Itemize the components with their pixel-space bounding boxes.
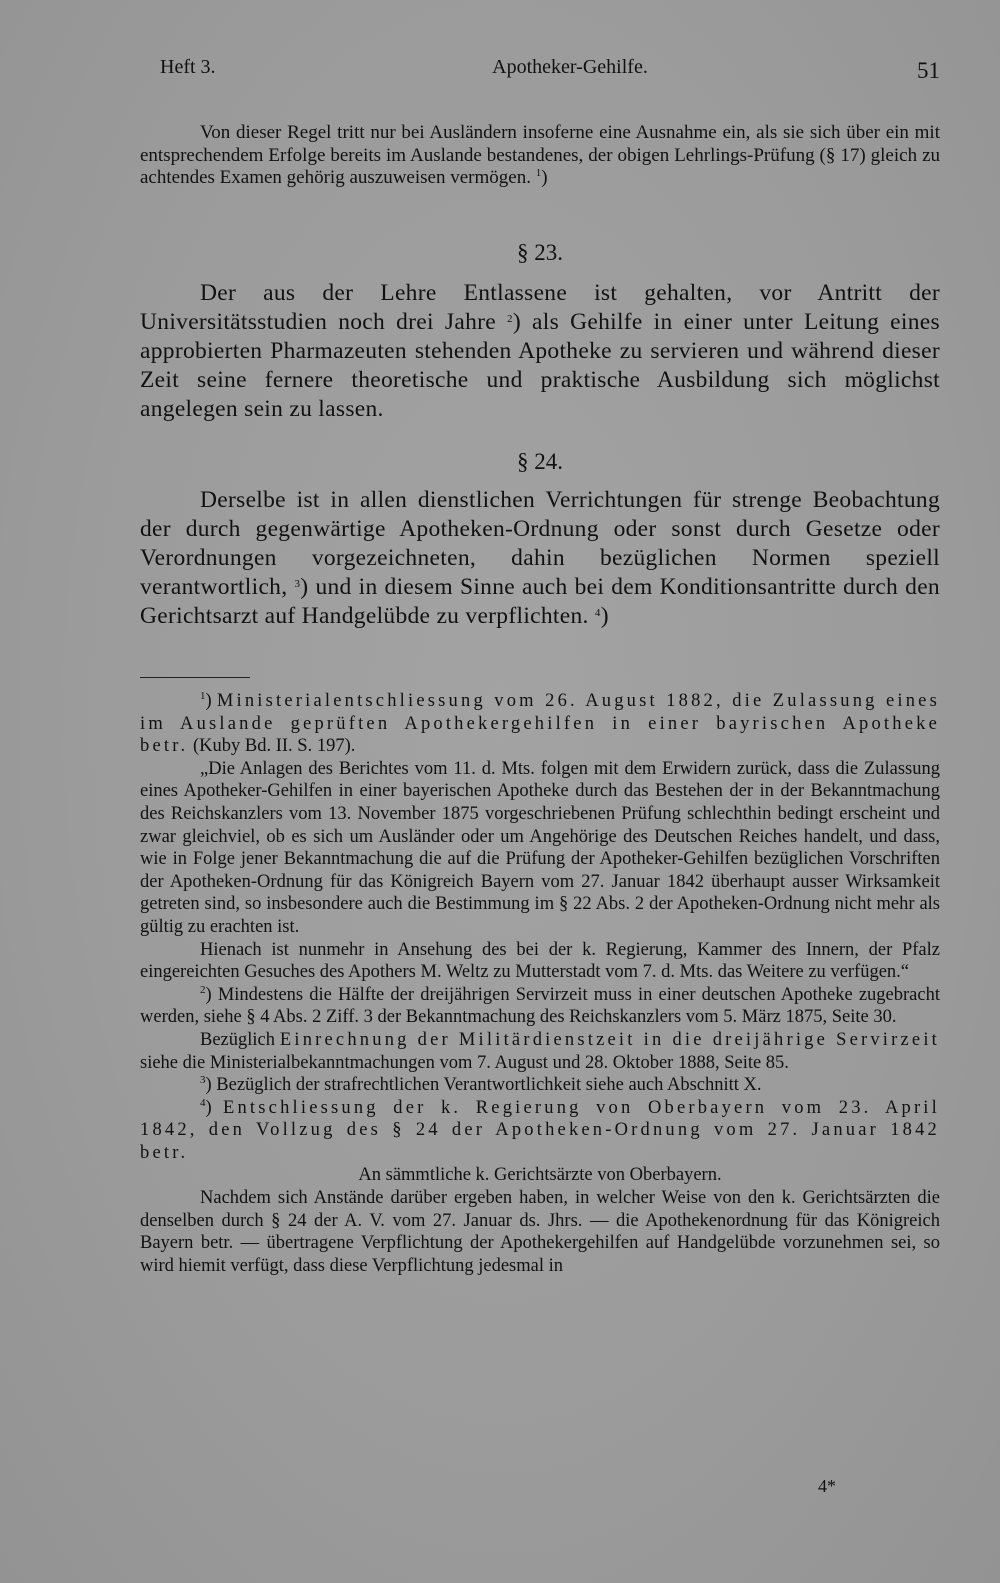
footnote-1-title: Ministerialentschliessung vom 26. August 1882, die Zulassung eines im Auslande geprüften Apothekergehilfen in einer bayrischen Apotheke betr. [140,691,940,757]
footnotes [140,690,940,1277]
issue-label: Heft 3. [160,56,216,78]
intro-paragraph: Von dieser Regel tritt nur bei Ausländern insoferne eine Ausnahme ein, als sie sich über ein mit entsprechendem Erfolge bereits im Auslande bestandenes, der obigen Lehrlings-Prüfung (§ 17) gleich zu achtendes Examen gehörig auszuweisen vermögen. $^1$) [140,122,940,188]
footnote-1-quote: „Die Anlagen des Berichtes vom 11. d. Mts. folgen mit dem Erwidern zurück, dass die Zulassung eines Apotheker-Gehilfen in einer bayerischen Apotheke durch das Bestehen der in der Bekanntmachung des Reichskanzlers vom 13. November 1875 vorgeschriebenen Prüfung schlechthin bedingt erscheint und zwar gleichviel, ob es sich um Ausländer oder um Angehörige des Deutschen Reiches handelt, und dass, wie in Folge jener Bekanntmachung die auf die Prüfung der Apotheker-Gehilfen bezüglichen Vorschriften der Apotheken-Ordnung für das Königreich Bayern vom 27. Januar 1842 überhaupt ausser Wirksamkeit getreten sind, so insbesondere auch die Bestimmung im § 22 Abs. 2 der Apotheken-Ordnung nicht mehr als gültig zu erachten ist. [140,758,940,937]
section-24-text-a: Derselbe ist in allen dienstlichen Verrichtungen für strenge Beobachtung der durch gegenwärtige Apotheken-Ordnung oder sonst durch Gesetze oder Verordnungen vorgezeichneten, dahin bezüglichen Normen speziell verantwortlich, [140,487,940,600]
footnote-ref-3: 3 [294,578,301,590]
footnote-3-mark: 3 [200,1074,206,1087]
footnote-2b-lead: Bezüglich [200,1029,276,1050]
section-23-block [140,279,940,424]
running-title: Apotheker-Gehilfe. [492,56,648,78]
intro-text: Von dieser Regel tritt nur bei Ausländern insoferne eine Ausnahme ein, als sie sich über ein mit entsprechendem Erfolge bereits im Auslande bestandenes, der obigen Lehrlings-Prüfung (§ 17) gleich zu achtendes Examen gehörig auszuweisen vermögen. [140,122,940,188]
footnote-2b-spaced: Einrechnung der Militärdienstzeit in die dreijährige Servirzeit [279,1029,940,1050]
footnote-2: $^2$) Mindestens die Hälfte der dreijährigen Servirzeit muss in einer deutschen Apotheke zugebracht werden, siehe § 4 Abs. 2 Ziff. 3 der Bekanntmachung des Reichskanzlers vom 5. März 1875, Seite 30. [140,983,940,1028]
footnote-2b [140,1029,940,1074]
footnote-2-text: Mindestens die Hälfte der dreijährigen Servirzeit muss in einer deutschen Apotheke zugebracht werden, siehe § 4 Abs. 2 Ziff. 3 der Bekanntmachung des Reichskanzlers vom 5. März 1875, Seite 30. [140,984,940,1028]
section-23-text-b: als Gehilfe in einer unter Leitung eines approbierten Pharmazeuten stehenden Apotheke zu servieren und während dieser Zeit seine fernere theoretische und praktische Ausbildung sich möglichst angelegen sein zu lassen. [140,309,940,422]
footnote-4-addressee: An sämmtliche k. Gerichtsärzte von Oberbayern. [358,1165,722,1186]
footnote-ref-2: 2 [507,313,513,325]
footnote-1-heading: $^1$) Ministerialentschliessung vom 26. August 1882, die Zulassung eines im Auslande geprüften Apothekergehilfen in einer bayrischen Apotheke betr. (Kuby Bd. II. S. 197). [140,690,940,757]
section-23-text-a: Der aus der Lehre Entlassene ist gehalten, vor Antritt der Universitätsstudien noch drei Jahre [140,280,940,335]
footnote-1-reference: (Kuby Bd. II. S. 197). [193,736,356,757]
section-23-title: § 23. [517,240,563,265]
footnote-3-text: Bezüglich der strafrechtlichen Verantwortlichkeit siehe auch Abschnitt X. [216,1075,762,1096]
footnote-4-title: Entschliessung der k. Regierung von Oberbayern vom 23. April 1842, den Vollzug des § 24 der Apotheken-Ordnung vom 27. Januar 1842 betr. [140,1097,940,1163]
footnote-separator [140,677,250,678]
footnote-2b-rest: siehe die Ministerialbekanntmachungen vom 7. August und 28. Oktober 1888, Seite 85. [140,1052,789,1073]
intro-block [140,122,940,190]
footnote-ref-1: 1 [535,167,542,179]
page-number: 51 [917,58,940,83]
footnote-1-hienach: Hienach ist nunmehr in Ansehung des bei der k. Regierung, Kammer des Innern, der Pfalz eingereichten Gesuches des Apothers M. Weltz zu Mutterstadt vom 7. d. Mts. das Weitere zu verfügen.“ [140,939,940,983]
footnote-4-mark: 4 [200,1096,206,1109]
section-24-paragraph: Derselbe ist in allen dienstlichen Verrichtungen für strenge Beobachtung der durch gegenwärtige Apotheken-Ordnung oder sonst durch Gesetze oder Verordnungen vorgezeichneten, dahin bezüglichen Normen speziell verantwortlich, $^3$) und in diesem Sinne auch bei dem Konditionsantritte durch den Gerichtsarzt auf Handgelübde zu verpflichten. $^4$) [140,487,940,629]
section-24-text-b: und in diesem Sinne auch bei dem Konditionsantritte durch den Gerichtsarzt auf Handgelübde zu verpflichten. [140,574,940,629]
footnote-2-mark: 2 [200,983,206,996]
footnote-ref-4: 4 [594,607,601,619]
section-24-block [140,486,940,631]
footnote-4-text: Nachdem sich Anstände darüber ergeben haben, in welcher Weise von den k. Gerichtsärzten die denselben durch § 24 der A. V. vom 27. Januar ds. Jhrs. — die Apothekenordnung für das Königreich Bayern betr. — übertragene Verpflichtung der Apothekergehilfen auf Handgelübde vorzunehmen sei, so wird hiemit verfügt, dass diese Verpflichtung jedesmal in [140,1188,940,1276]
footnote-1-mark: 1 [200,690,206,702]
section-24-title: § 24. [517,449,563,474]
section-23-paragraph: Der aus der Lehre Entlassene ist gehalten, vor Antritt der Universitätsstudien noch drei Jahre $^2$) als Gehilfe in einer unter Leitung eines approbierten Pharmazeuten stehenden Apotheke zu servieren und während dieser Zeit seine fernere theoretische und praktische Ausbildung sich möglichst angelegen sein zu lassen. [140,280,940,422]
signature-mark: 4* [818,1476,836,1496]
running-header [160,56,940,90]
footnote-4-heading: $^4$) Entschliessung der k. Regierung von Oberbayern vom 23. April 1842, den Vollzug des § 24 der Apotheken-Ordnung vom 27. Januar 1842 betr. [140,1096,940,1163]
footnote-3: $^3$) Bezüglich der strafrechtlichen Verantwortlichkeit siehe auch Abschnitt X. [200,1074,762,1096]
